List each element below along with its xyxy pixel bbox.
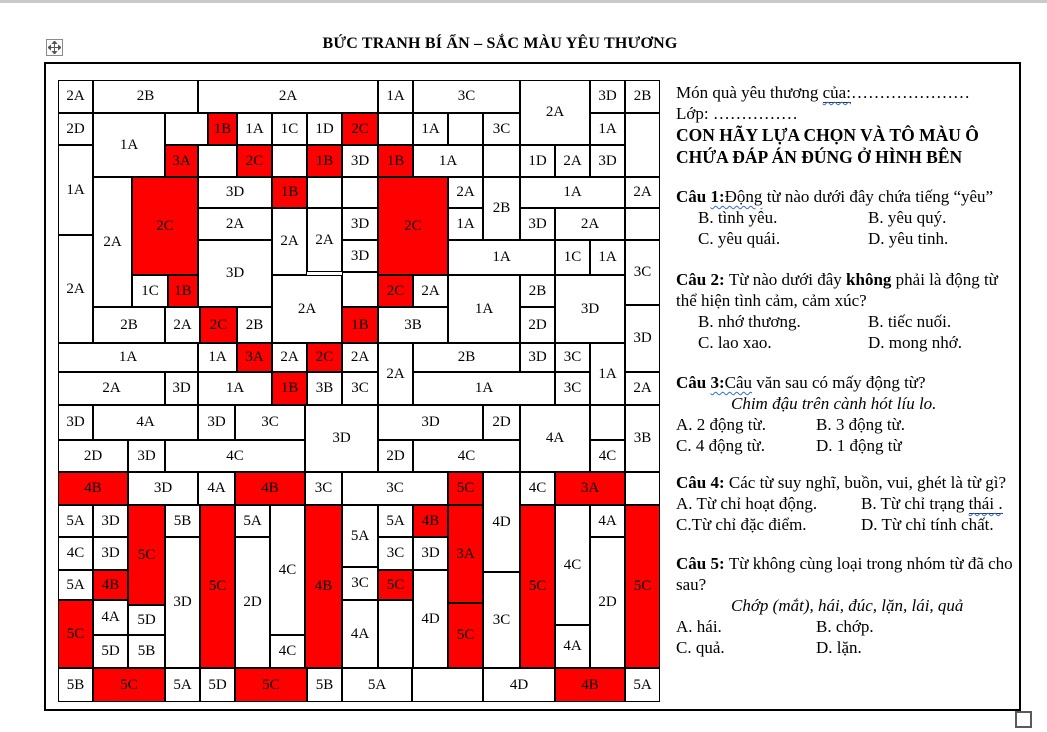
- grid-cell-5A[interactable]: 5A: [58, 505, 93, 537]
- cau-5-option: [676, 637, 816, 658]
- grid-cell-1A[interactable]: 1A: [378, 80, 413, 113]
- table-move-handle-icon[interactable]: [46, 39, 63, 56]
- grid-cell-5C[interactable]: 5C: [448, 472, 483, 505]
- cau-1-option-row: [676, 207, 1020, 228]
- grid-cell-3C[interactable]: 3C: [555, 343, 590, 372]
- grid-cell-4C[interactable]: 4C: [590, 440, 625, 472]
- grid-cell-3C[interactable]: 3C: [342, 372, 378, 405]
- grid-cell-3C[interactable]: 3C: [625, 240, 660, 305]
- grid-cell-3B[interactable]: 3B: [625, 405, 660, 472]
- text-run: 3:: [710, 373, 725, 392]
- grid-cell-3D[interactable]: 3D: [58, 405, 93, 440]
- cau-3: [676, 372, 1020, 456]
- text-run: Động: [724, 187, 763, 206]
- grid-cell-1C[interactable]: 1C: [132, 275, 168, 307]
- grid-cell-4D[interactable]: 4D: [483, 472, 520, 572]
- grid-cell-1B[interactable]: 1B: [378, 145, 413, 177]
- text-run: C. 4 động từ.: [676, 436, 766, 455]
- grid-cell-2B[interactable]: 2B: [483, 177, 520, 240]
- window-top-edge: [0, 0, 1047, 3]
- grid-cell-3D[interactable]: 3D: [590, 145, 625, 177]
- grid-cell-3C[interactable]: 3C: [342, 472, 448, 505]
- grid-cell-2D[interactable]: 2D: [590, 537, 625, 668]
- grid-cell[interactable]: [590, 405, 625, 440]
- grid-cell-2A[interactable]: 2A: [625, 372, 660, 405]
- grid-cell-5B[interactable]: 5B: [307, 668, 342, 702]
- questions: [676, 186, 1020, 658]
- text-run: Câu 5:: [676, 554, 729, 573]
- grid-cell-2D[interactable]: 2D: [520, 307, 555, 343]
- grid-cell-4A[interactable]: 4A: [93, 600, 128, 635]
- grid-cell[interactable]: [342, 177, 378, 208]
- grid-cell-3D[interactable]: 3D: [198, 240, 272, 307]
- grid-cell-3A[interactable]: 3A: [237, 343, 272, 372]
- cau-4-option: [676, 493, 861, 514]
- grid-cell-1B[interactable]: 1B: [208, 113, 237, 145]
- grid-cell-5B[interactable]: 5B: [128, 635, 165, 668]
- grid-cell-4B[interactable]: 4B: [58, 472, 128, 505]
- grid-cell[interactable]: [412, 668, 483, 702]
- text-run: thái .: [968, 494, 1003, 513]
- cau-2-option: [868, 332, 1020, 353]
- cau-2-option-row: [676, 311, 1020, 332]
- grid-cell-5C[interactable]: 5C: [200, 505, 235, 668]
- grid-cell-2D[interactable]: 2D: [483, 405, 520, 440]
- grid-cell-1A[interactable]: 1A: [413, 372, 555, 405]
- grid-cell-3C[interactable]: 3C: [555, 372, 590, 405]
- grid-cell-1B[interactable]: 1B: [307, 145, 342, 177]
- grid-cell-2C[interactable]: 2C: [378, 177, 448, 275]
- grid-cell-1A[interactable]: 1A: [58, 145, 93, 235]
- grid-cell[interactable]: [625, 472, 660, 505]
- grid-cell-3D[interactable]: 3D: [128, 440, 165, 472]
- grid-cell-1A[interactable]: 1A: [93, 113, 165, 177]
- grid-cell-3D[interactable]: 3D: [93, 537, 128, 570]
- text-run: của:: [822, 83, 851, 102]
- cau-3-quote: Chim đậu trên cành hót líu lo.: [731, 394, 937, 413]
- grid-cell-4B[interactable]: 4B: [93, 570, 128, 600]
- grid-cell-2C[interactable]: 2C: [342, 113, 378, 145]
- grid-cell-1C[interactable]: 1C: [272, 113, 307, 145]
- grid-cell-4C[interactable]: 4C: [58, 537, 93, 570]
- cau-5-option-row: [676, 616, 1020, 637]
- text-run: Câu 4:: [676, 473, 729, 492]
- cau-5-option: [816, 616, 1020, 637]
- grid-cell-2D[interactable]: 2D: [235, 537, 270, 668]
- text-run: D. yêu tinh.: [868, 229, 949, 248]
- text-run: D. Từ chỉ tính chất.: [861, 515, 994, 534]
- grid-cell-3D[interactable]: 3D: [555, 275, 625, 343]
- cau-2-option: [698, 311, 868, 332]
- grid-cell-5A[interactable]: 5A: [165, 668, 200, 702]
- grid-cell-5C[interactable]: 5C: [58, 600, 93, 668]
- grid-cell-3D[interactable]: 3D: [520, 208, 555, 240]
- grid-cell[interactable]: [342, 272, 378, 307]
- cau-3-option: [676, 414, 816, 435]
- grid-cell-1A[interactable]: 1A: [448, 208, 483, 240]
- cau-2-option-row: [676, 332, 1020, 353]
- text-run: B. 3 động từ.: [816, 415, 906, 434]
- grid-cell-1A[interactable]: 1A: [590, 240, 625, 275]
- grid-cell-2A[interactable]: 2A: [165, 307, 200, 343]
- grid-cell[interactable]: [625, 208, 660, 240]
- grid-cell-5A[interactable]: 5A: [342, 505, 378, 567]
- grid-cell-2A[interactable]: 2A: [198, 208, 272, 240]
- grid-cell-4B[interactable]: 4B: [235, 472, 305, 505]
- grid-cell-1D[interactable]: 1D: [307, 113, 342, 145]
- grid-cell-2A[interactable]: 2A: [307, 208, 342, 272]
- text-run: A. hái.: [676, 617, 722, 636]
- cau-1-option: [698, 207, 868, 228]
- grid-cell-3A[interactable]: 3A: [165, 145, 198, 177]
- grid-cell-1B[interactable]: 1B: [168, 275, 198, 307]
- cau-3-option: [676, 435, 816, 456]
- grid-cell-2A[interactable]: 2A: [378, 343, 413, 405]
- grid-cell-4A[interactable]: 4A: [555, 625, 590, 668]
- grid-cell-1A[interactable]: 1A: [520, 177, 625, 208]
- grid-cell-3D[interactable]: 3D: [165, 372, 198, 405]
- cau-1-option: [868, 228, 1020, 249]
- grid-cell-3D[interactable]: 3D: [520, 343, 555, 372]
- grid-cell-4A[interactable]: 4A: [342, 600, 378, 668]
- text-run: Các từ suy nghĩ, buồn, vui, ghét là từ gì?: [728, 473, 1007, 492]
- grid-cell-4C[interactable]: 4C: [165, 440, 305, 472]
- grid-cell-4A[interactable]: 4A: [520, 405, 590, 472]
- grid-cell-5C[interactable]: 5C: [448, 603, 483, 668]
- grid-cell[interactable]: [625, 113, 660, 177]
- grid-cell[interactable]: [378, 113, 413, 145]
- grid-cell-1A[interactable]: 1A: [448, 240, 555, 275]
- text-run: …………………: [850, 83, 970, 102]
- cau-4: [676, 472, 1020, 535]
- cau-1-text: [676, 186, 1020, 207]
- grid-cell[interactable]: [198, 145, 237, 177]
- grid-cell-3C[interactable]: 3C: [342, 567, 378, 600]
- cau-1: [676, 186, 1020, 249]
- text-run: C. quả.: [676, 638, 725, 657]
- cau-2: [676, 269, 1020, 353]
- grid-cell-4A[interactable]: 4A: [590, 505, 625, 537]
- cau-4-text: [676, 472, 1020, 493]
- instruction-heading: CON HÃY LỰA CHỌN VÀ TÔ MÀU Ô CHỨA ĐÁP ÁN ĐÚNG Ở HÌNH BÊN: [676, 125, 979, 167]
- grid-cell-3D[interactable]: 3D: [378, 405, 483, 440]
- grid-cell-2B[interactable]: 2B: [237, 307, 272, 343]
- grid-cell-3C[interactable]: 3C: [305, 472, 342, 505]
- grid-cell-4A[interactable]: 4A: [93, 405, 198, 440]
- grid-cell-5D[interactable]: 5D: [200, 668, 235, 702]
- cau-3-option: [816, 435, 1020, 456]
- cau-2-text: [676, 269, 1020, 311]
- grid-cell-3B[interactable]: 3B: [378, 307, 448, 343]
- grid-cell-3D[interactable]: 3D: [165, 537, 200, 668]
- grid-cell-2B[interactable]: 2B: [625, 80, 660, 113]
- grid-cell-4B[interactable]: 4B: [555, 668, 625, 702]
- grid-cell-2A[interactable]: 2A: [93, 177, 132, 307]
- grid-cell[interactable]: [307, 177, 342, 208]
- grid-cell[interactable]: [272, 145, 307, 177]
- grid-cell-3D[interactable]: 3D: [128, 472, 198, 505]
- cau-5-text: [676, 553, 1020, 595]
- grid-cell-2B[interactable]: 2B: [520, 275, 555, 307]
- grid-cell-5C[interactable]: 5C: [235, 668, 307, 702]
- grid-cell-1A[interactable]: 1A: [590, 343, 625, 405]
- grid-cell-4C[interactable]: 4C: [270, 635, 305, 668]
- grid-cell-5C[interactable]: 5C: [128, 505, 165, 605]
- grid-cell-2D[interactable]: 2D: [378, 440, 413, 472]
- grid-cell-4A[interactable]: 4A: [198, 472, 235, 505]
- grid-cell-5C[interactable]: 5C: [378, 570, 413, 600]
- cau-3-option-row: [676, 414, 1020, 435]
- grid-cell-2A[interactable]: 2A: [413, 275, 448, 307]
- cau-5-option: [676, 616, 816, 637]
- text-run: A. 2 động từ.: [676, 415, 766, 434]
- grid-cell-1A[interactable]: 1A: [413, 113, 448, 145]
- text-run: không: [846, 270, 892, 289]
- gift-line: [676, 82, 1020, 103]
- grid-cell-1A[interactable]: 1A: [198, 372, 272, 405]
- grid-cell-2A[interactable]: 2A: [272, 208, 307, 275]
- grid-cell-2C[interactable]: 2C: [378, 275, 413, 307]
- grid-cell-3D[interactable]: 3D: [305, 405, 378, 472]
- grid-cell-1C[interactable]: 1C: [555, 240, 590, 275]
- text-run: D. 1 động từ: [816, 436, 902, 455]
- cau-5-option: [816, 637, 1020, 658]
- grid-cell-4B[interactable]: 4B: [413, 505, 448, 537]
- text-run: Từ không cùng loại trong nhóm từ đã cho sau?: [676, 554, 1013, 594]
- cau-1-option-row: [676, 228, 1020, 249]
- cau-4-option: [676, 514, 861, 535]
- grid-cell-2C[interactable]: 2C: [237, 145, 272, 177]
- grid-cell[interactable]: [378, 600, 413, 668]
- text-run: A. Từ chỉ hoạt động.: [676, 494, 818, 513]
- text-run: B. yêu quý.: [868, 208, 947, 227]
- text-run: B. nhớ thương.: [698, 312, 801, 331]
- text-run: Câu: [676, 187, 711, 206]
- grid-cell[interactable]: [165, 113, 208, 145]
- grid-cell-4C[interactable]: 4C: [413, 440, 520, 472]
- questions-panel: [676, 82, 1020, 658]
- text-run: B. chớp.: [816, 617, 874, 636]
- text-run: Câu 2:: [676, 270, 729, 289]
- text-run: Lớp: ……………: [676, 104, 798, 123]
- grid-cell-2D[interactable]: 2D: [58, 113, 93, 145]
- cau-5: [676, 553, 1020, 658]
- grid-cell-4D[interactable]: 4D: [483, 668, 555, 702]
- grid-cell-2A[interactable]: 2A: [555, 145, 590, 177]
- cau-1-option: [868, 207, 1020, 228]
- text-run: B. tiếc nuối.: [868, 312, 952, 331]
- grid-cell-1A[interactable]: 1A: [448, 275, 520, 343]
- cau-1-option: [698, 228, 868, 249]
- text-run: Câu: [724, 373, 753, 392]
- cau-4-option: [861, 514, 1020, 535]
- cau-4-option-row: [676, 493, 1020, 514]
- cau-4-option-row: [676, 514, 1020, 535]
- grid-cell-3D[interactable]: 3D: [413, 537, 448, 570]
- grid-cell-3D[interactable]: 3D: [198, 405, 235, 440]
- cau-3-option-row: [676, 435, 1020, 456]
- grid-cell-2A[interactable]: 2A: [555, 208, 625, 240]
- grid-cell-5C[interactable]: 5C: [625, 505, 660, 668]
- cau-4-option: [861, 493, 1020, 514]
- grid-cell-3C[interactable]: 3C: [235, 405, 305, 440]
- cau-5-quote: Chớp (mắt), hái, đúc, lặn, lái, quả: [731, 596, 964, 615]
- grid-cell-2C[interactable]: 2C: [132, 177, 198, 275]
- text-run: từ nào dưới đây chứa tiếng “yêu”: [762, 187, 994, 206]
- grid-cell-5A[interactable]: 5A: [58, 570, 93, 600]
- grid-cell-2A[interactable]: 2A: [58, 235, 93, 343]
- text-run: C. yêu quái.: [698, 229, 781, 248]
- cau-3-text: [676, 372, 1020, 393]
- grid-cell-3D[interactable]: 3D: [93, 505, 128, 537]
- grid-cell-2B[interactable]: 2B: [93, 80, 198, 113]
- grid-cell-5C[interactable]: 5C: [520, 505, 555, 668]
- cau-3-option: [816, 414, 1020, 435]
- grid-cell-3D[interactable]: 3D: [625, 305, 660, 372]
- grid-cell-1D[interactable]: 1D: [520, 145, 555, 177]
- text-run: B. tình yêu.: [698, 208, 778, 227]
- grid-cell-2A[interactable]: 2A: [520, 80, 590, 145]
- text-run: Món quà yêu thương: [676, 83, 823, 102]
- text-run: Từ nào dưới đây: [728, 270, 847, 289]
- grid-cell-5D[interactable]: 5D: [93, 635, 128, 668]
- grid-cell-5C[interactable]: 5C: [93, 668, 165, 702]
- grid-cell-1B[interactable]: 1B: [272, 372, 307, 405]
- class-line: [676, 103, 1020, 124]
- grid-cell-3C[interactable]: 3C: [378, 537, 413, 570]
- grid-cell-1A[interactable]: 1A: [58, 343, 198, 372]
- grid-cell-3B[interactable]: 3B: [307, 372, 342, 405]
- grid-cell-1A[interactable]: 1A: [237, 113, 272, 145]
- grid-cell-3C[interactable]: 3C: [483, 113, 520, 145]
- grid-cell-3D[interactable]: 3D: [198, 177, 272, 208]
- grid-cell-3D[interactable]: 3D: [342, 240, 378, 272]
- cau-5-option-row: [676, 637, 1020, 658]
- grid-cell-5A[interactable]: 5A: [625, 668, 660, 702]
- text-run: phải là động từ thể hiện tình cảm, cảm xúc?: [676, 270, 998, 310]
- grid-cell-2B[interactable]: 2B: [413, 343, 520, 372]
- cau-2-option: [868, 311, 1020, 332]
- text-run: 1:: [710, 187, 725, 206]
- grid-cell-2A[interactable]: 2A: [342, 343, 378, 372]
- grid-cell-2D[interactable]: 2D: [58, 440, 128, 472]
- text-run: Câu: [676, 373, 711, 392]
- four-arrow-move-icon: [48, 41, 61, 54]
- grid-cell-3C[interactable]: 3C: [413, 80, 520, 113]
- grid-cell-3D[interactable]: 3D: [342, 145, 378, 177]
- grid-cell-5A[interactable]: 5A: [378, 505, 413, 537]
- grid-cell-1B[interactable]: 1B: [342, 307, 378, 343]
- cau-2-option: [698, 332, 868, 353]
- grid-cell-1B[interactable]: 1B: [272, 177, 307, 208]
- grid-cell-4C[interactable]: 4C: [520, 472, 555, 505]
- grid-cell-3D[interactable]: 3D: [342, 208, 378, 240]
- grid-cell-1A[interactable]: 1A: [198, 343, 237, 372]
- grid-cell-4B[interactable]: 4B: [305, 505, 342, 668]
- grid-cell-2A[interactable]: 2A: [448, 177, 483, 208]
- grid-cell-4C[interactable]: 4C: [555, 505, 590, 625]
- grid-cell-3D[interactable]: 3D: [590, 80, 625, 113]
- grid-cell-2A[interactable]: 2A: [58, 80, 93, 113]
- grid-cell-2A[interactable]: 2A: [272, 275, 342, 343]
- grid-cell-3A[interactable]: 3A: [448, 505, 483, 603]
- grid-cell-5A[interactable]: 5A: [235, 505, 270, 537]
- text-run: D. lặn.: [816, 638, 862, 657]
- grid-cell-5D[interactable]: 5D: [128, 605, 165, 635]
- text-run: C. lao xao.: [698, 333, 772, 352]
- grid-cell[interactable]: [448, 113, 483, 145]
- grid-cell-2A[interactable]: 2A: [272, 343, 307, 372]
- grid-cell-2B[interactable]: 2B: [93, 307, 165, 343]
- resize-square-icon[interactable]: [1015, 711, 1032, 728]
- grid-cell-2A[interactable]: 2A: [198, 80, 378, 113]
- grid-cell-3C[interactable]: 3C: [483, 572, 520, 668]
- grid-cell-2A[interactable]: 2A: [58, 372, 165, 405]
- grid-cell-2C[interactable]: 2C: [307, 343, 342, 372]
- text-run: D. mong nhớ.: [868, 333, 962, 352]
- text-run: văn sau có mấy động từ?: [752, 373, 926, 392]
- grid-cell-2C[interactable]: 2C: [200, 307, 237, 343]
- grid-cell-4C[interactable]: 4C: [270, 505, 305, 635]
- text-run: C.Từ chỉ đặc điểm.: [676, 515, 807, 534]
- page-title: BỨC TRANH BÍ ẨN – SẮC MÀU YÊU THƯƠNG: [322, 34, 678, 52]
- text-run: B. Từ chỉ trạng: [861, 494, 969, 513]
- grid-cell[interactable]: [483, 145, 520, 177]
- grid-cell-5B[interactable]: 5B: [58, 668, 93, 702]
- grid-cell-5A[interactable]: 5A: [342, 668, 412, 702]
- grid-cell-4D[interactable]: 4D: [413, 570, 448, 668]
- grid-cell-3A[interactable]: 3A: [555, 472, 625, 505]
- grid-cell-1A[interactable]: 1A: [590, 113, 625, 145]
- grid-cell-2A[interactable]: 2A: [625, 177, 660, 208]
- grid-cell-5B[interactable]: 5B: [165, 505, 200, 537]
- grid-cell-1A[interactable]: 1A: [413, 145, 483, 177]
